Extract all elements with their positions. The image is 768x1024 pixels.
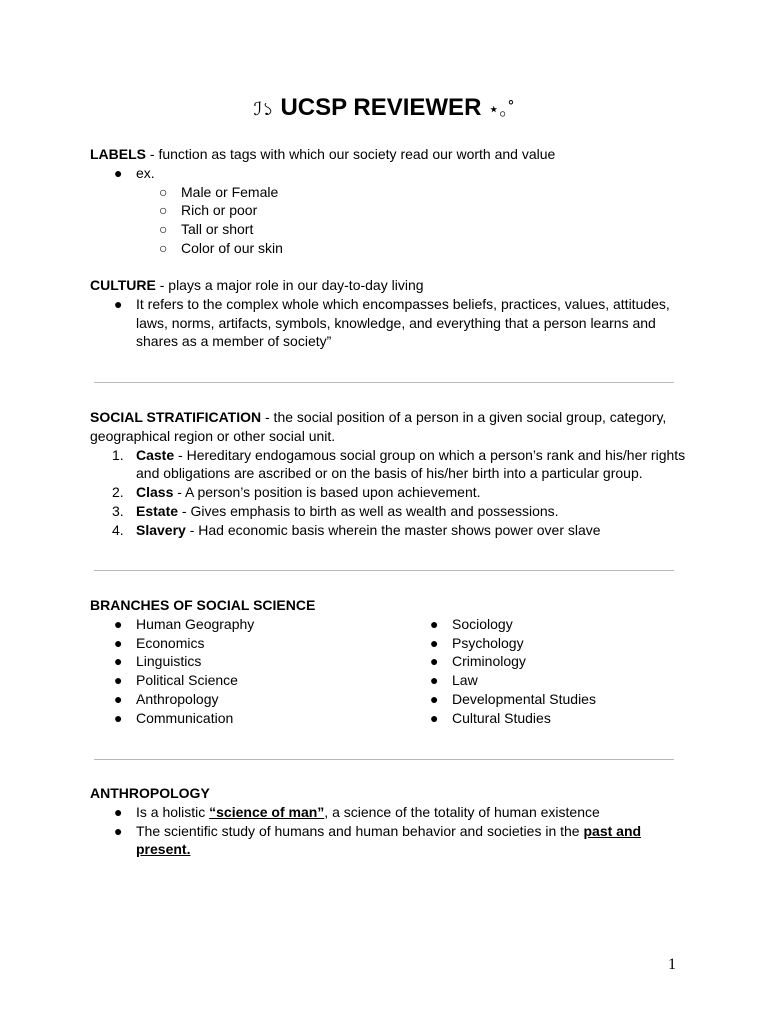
term-description: - Had economic basis wherein the master shows power over slave [185, 521, 601, 538]
branches-heading: BRANCHES OF SOCIAL SCIENCE [90, 597, 316, 613]
list-item [90, 615, 390, 634]
section-divider [94, 570, 674, 571]
branches-right-column [406, 615, 690, 728]
list-item-text-line: shares as a member of society” [136, 333, 332, 350]
list-item-text: Sociology [452, 615, 513, 632]
term-description: - Gives emphasis to birth as well as wealth and possessions. [178, 502, 559, 519]
list-item-text: Political Science [136, 672, 238, 689]
list-number: 4. [112, 521, 124, 538]
list-item-text: Male or Female [181, 183, 279, 200]
list-number: 3. [112, 502, 124, 519]
bullet-marker: ● [430, 653, 439, 670]
bullet-marker: ● [114, 295, 123, 312]
list-item [90, 201, 690, 220]
emphasis-text: past and [583, 822, 642, 839]
term: Slavery [136, 521, 186, 538]
bullet-marker: ● [430, 672, 439, 689]
list-item-text: Psychology [452, 634, 524, 651]
bullet-marker: ● [114, 653, 123, 670]
bullet-marker: ● [430, 634, 439, 651]
bullet-marker: ● [114, 822, 123, 839]
list-item-text-line: It refers to the complex whole which encompasses beliefs, practices, values, attitudes, [136, 295, 670, 312]
bullet-marker: ● [430, 709, 439, 726]
term-description: - Hereditary endogamous social group on which a person’s rank and his/her rights [174, 446, 686, 463]
list-item [90, 164, 690, 183]
list-item-text: Communication [136, 709, 234, 726]
list-item-text: Color of our skin [181, 239, 283, 256]
list-item [90, 634, 390, 653]
list-item [90, 822, 690, 860]
bullet-marker: ● [114, 164, 123, 181]
list-item [90, 521, 690, 540]
title-right-decoration: ⋆｡˚ [488, 99, 515, 119]
sub-bullet-marker: ○ [159, 221, 168, 238]
list-item-text: Is a holistic [136, 803, 210, 820]
list-item [90, 220, 690, 239]
list-item [406, 652, 690, 671]
list-item [406, 634, 690, 653]
stratification-description-cont: geographical region or other social unit. [90, 427, 336, 444]
culture-definition [90, 276, 690, 295]
bullet-marker: ● [114, 803, 123, 820]
culture-heading: CULTURE [90, 277, 156, 293]
title-text: UCSP REVIEWER [280, 94, 482, 121]
list-item-text: Tall or short [181, 221, 254, 238]
list-item [90, 483, 690, 502]
list-item-text: Economics [136, 634, 205, 651]
sub-bullet-marker: ○ [159, 202, 168, 219]
list-item [90, 502, 690, 521]
stratification-description: - the social position of a person in a given social group, category, [261, 409, 667, 425]
section-divider [94, 759, 674, 760]
bullet-marker: ● [114, 672, 123, 689]
bullet-marker: ● [114, 615, 123, 632]
term-description-cont: and obligations are ascribed or on the basis of his/her birth into a particular group. [136, 465, 643, 482]
term: Caste [136, 446, 175, 463]
labels-description: - function as tags with which our society read our worth and value [146, 146, 556, 162]
list-item [90, 709, 390, 728]
list-item-text: Cultural Studies [452, 709, 551, 726]
list-item [406, 709, 690, 728]
sub-bullet-marker: ○ [159, 239, 168, 256]
list-item [90, 671, 390, 690]
sub-bullet-marker: ○ [159, 183, 168, 200]
list-item-text: Human Geography [136, 615, 255, 632]
list-item [90, 183, 690, 202]
term-description: - A person’s position is based upon achievement. [173, 484, 481, 501]
list-item-text: Criminology [452, 653, 526, 670]
list-item-text: Anthropology [136, 690, 219, 707]
anthropology-heading: ANTHROPOLOGY [90, 785, 210, 801]
list-item [90, 446, 690, 484]
list-item [90, 803, 690, 822]
list-item [90, 652, 390, 671]
bullet-marker: ● [114, 690, 123, 707]
list-item-text: The scientific study of humans and human behavior and societies in the [136, 822, 584, 839]
list-item-text: ex. [136, 164, 155, 181]
list-item-text: Rich or poor [181, 202, 258, 219]
branches-section [90, 596, 690, 736]
emphasis-text: present. [136, 841, 191, 858]
bullet-marker: ● [114, 709, 123, 726]
list-item-text: , a science of the totality of human existence [324, 803, 600, 820]
bullet-marker: ● [430, 690, 439, 707]
labels-definition [90, 145, 690, 164]
list-item [90, 690, 390, 709]
title-left-decoration: ℐ১ [253, 99, 274, 119]
anthropology-section [90, 784, 690, 859]
list-item-text: Law [452, 672, 478, 689]
section-divider [94, 382, 674, 383]
list-number: 1. [112, 446, 124, 463]
labels-heading: LABELS [90, 146, 146, 162]
list-number: 2. [112, 484, 124, 501]
list-item [406, 690, 690, 709]
branches-left-column [90, 615, 390, 728]
emphasis-text: “science of man” [209, 803, 325, 820]
term: Estate [136, 502, 179, 519]
bullet-marker: ● [430, 615, 439, 632]
bullet-marker: ● [114, 634, 123, 651]
list-item-text: Linguistics [136, 653, 202, 670]
page-number: 1 [668, 956, 676, 973]
page-title [0, 92, 768, 125]
list-item-text-line: laws, norms, artifacts, symbols, knowledge, and everything that a person learns and [136, 314, 656, 331]
list-item [90, 295, 690, 351]
labels-section [90, 145, 690, 258]
stratification-definition [90, 408, 690, 427]
stratification-section [90, 408, 690, 540]
stratification-heading: SOCIAL STRATIFICATION [90, 409, 262, 425]
culture-section [90, 276, 690, 351]
list-item-text: Developmental Studies [452, 690, 596, 707]
list-item [406, 671, 690, 690]
list-item [406, 615, 690, 634]
list-item [90, 239, 690, 258]
culture-description: - plays a major role in our day-to-day living [155, 277, 424, 293]
term: Class [136, 484, 174, 501]
